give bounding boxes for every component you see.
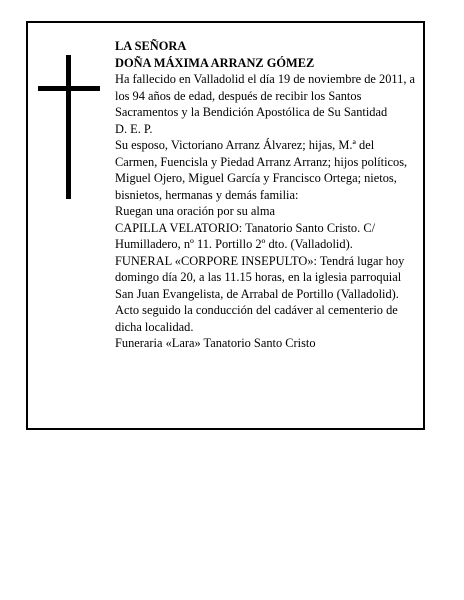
cross-icon xyxy=(38,55,100,199)
heading-title: LA SEÑORA xyxy=(115,39,187,53)
deceased-name: DOÑA MÁXIMA ARRANZ GÓMEZ xyxy=(115,55,315,70)
cross-horizontal-bar xyxy=(38,86,100,91)
family-list: Su esposo, Victoriano Arranz Álvarez; hijas, M.ª del Carmen, Fuencisla y Piedad Arranz Arranz; hijos políticos, Miguel Ojero, Miguel García y Francisco Ortega; nietos, bisnietos, hermanas y demás familia: xyxy=(115,138,408,202)
chapel-info: CAPILLA VELATORIO: Tanatorio Santo Cristo. C/ Humilladero, nº 11. Portillo 2º dto. (Valladolid). xyxy=(115,220,376,251)
prayer-request: Ruegan una oración por su alma xyxy=(115,204,275,218)
notice-text xyxy=(115,38,417,352)
rip-line: D. E. P. xyxy=(115,121,153,136)
death-statement: Ha fallecido en Valladolid el día 19 de noviembre de 2011, a los 94 años de edad, después de recibir los Santos Sacramentos y la Bendición Apostólica de Su Santidad xyxy=(115,72,416,119)
cross-vertical-bar xyxy=(66,55,71,199)
funeral-info: FUNERAL «CORPORE INSEPULTO»: Tendrá lugar hoy domingo día 20, a las 11.15 horas, en la iglesia parroquial San Juan Evangelista, de Arrabal de Portillo (Valladolid). Acto seguido la conducción del cadáver al cementerio de dicha localidad. xyxy=(115,253,405,334)
obituary-notice xyxy=(26,21,425,430)
funeral-home: Funeraria «Lara» Tanatorio Santo Cristo xyxy=(115,336,316,350)
